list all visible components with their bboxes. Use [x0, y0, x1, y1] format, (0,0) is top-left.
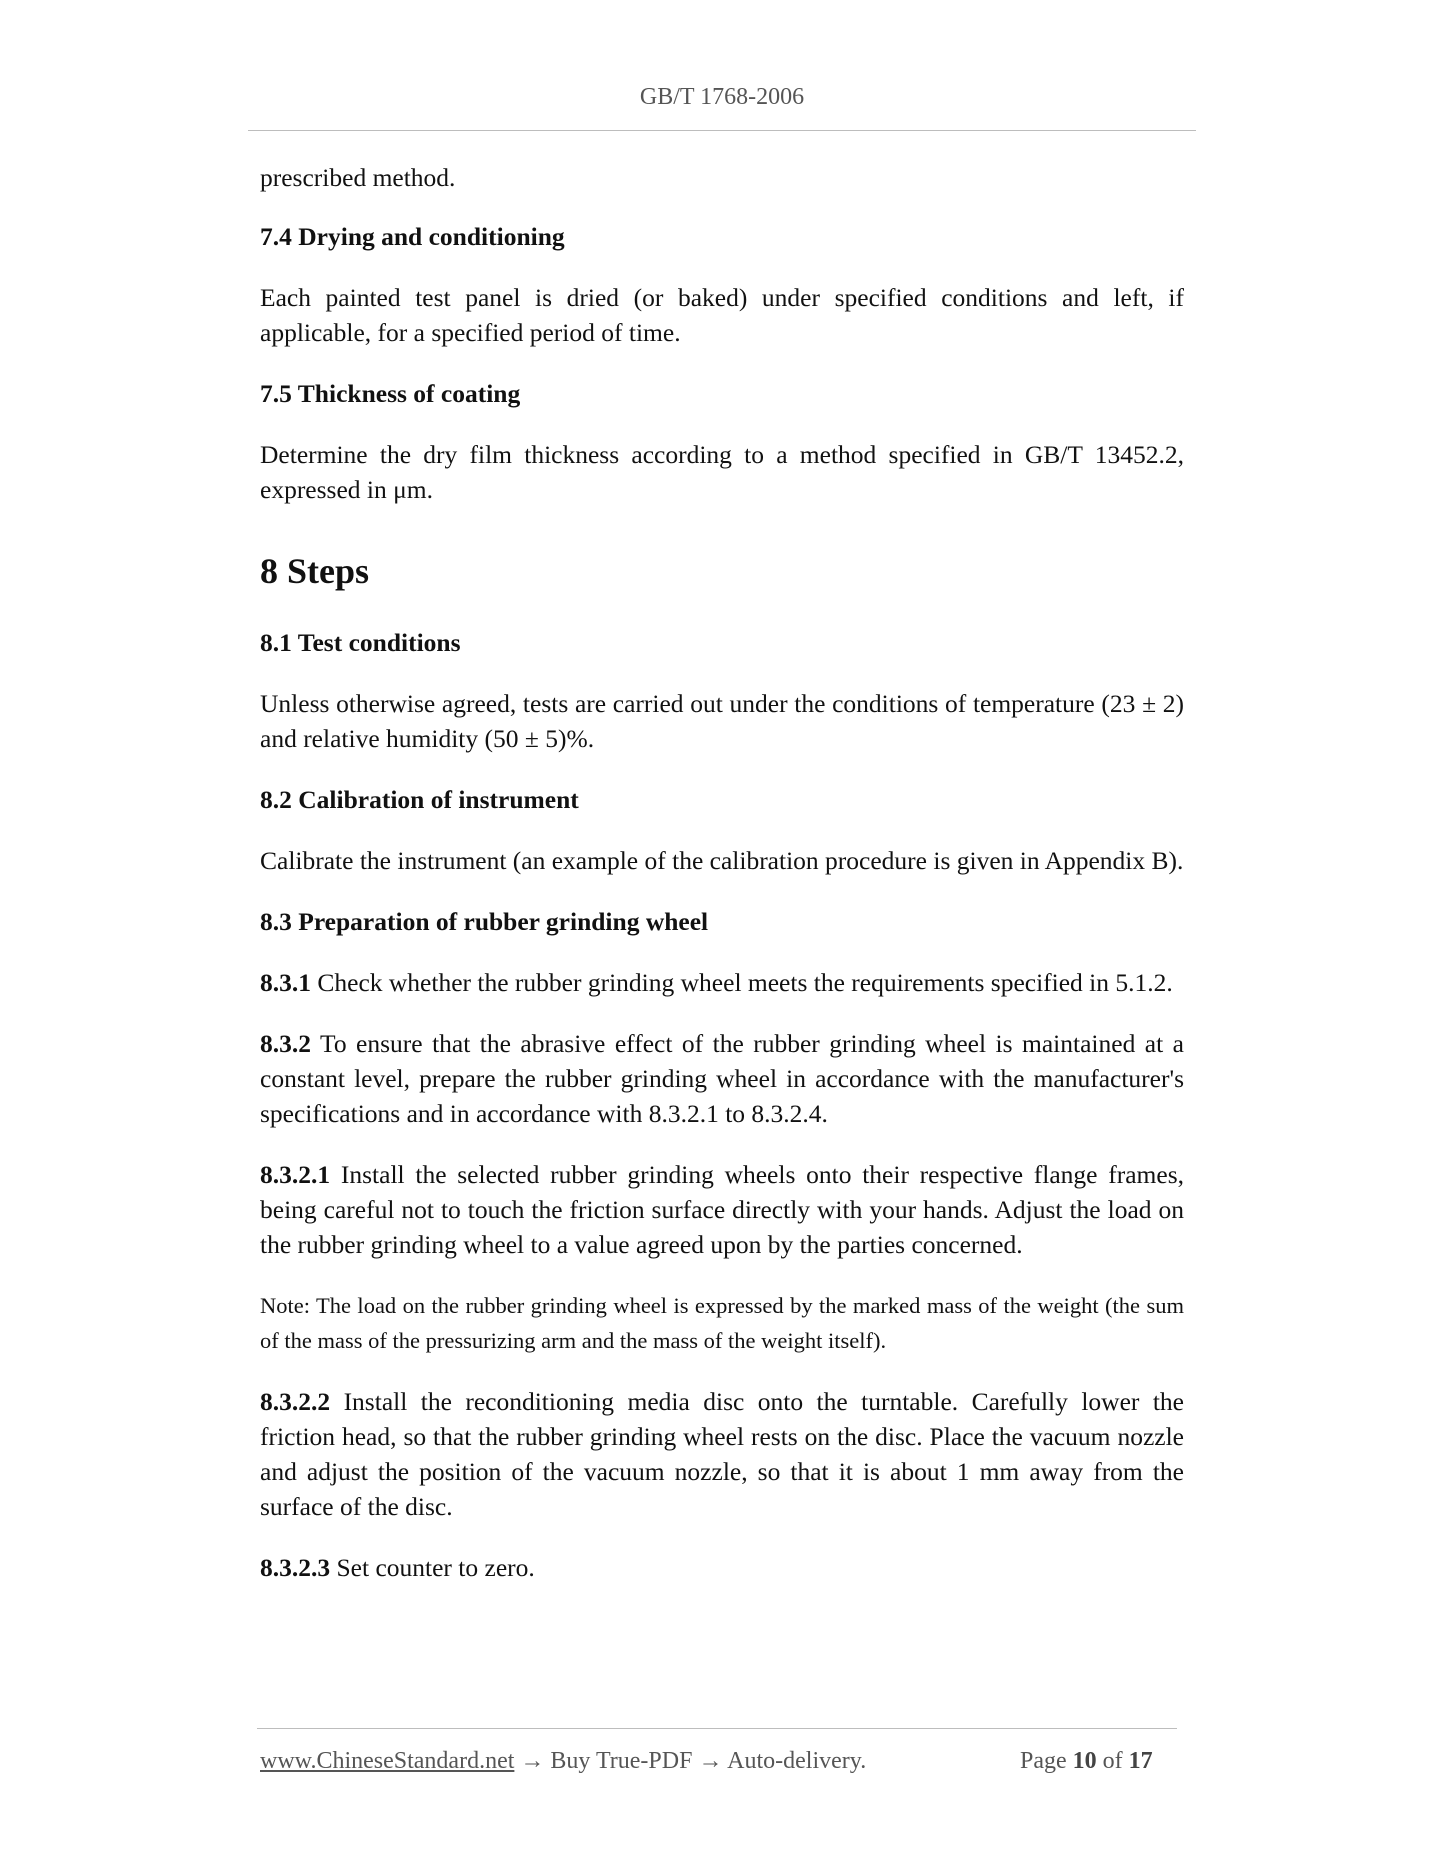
auto-delivery-text: Auto-delivery.: [727, 1748, 867, 1774]
section-8-2-title: 8.2 Calibration of instrument: [260, 785, 579, 814]
clause-8-3-2-1: [260, 1157, 1184, 1262]
page-number: 10: [1072, 1748, 1097, 1774]
footer-divider: [257, 1728, 1177, 1729]
section-7-5-title: 7.5 Thickness of coating: [260, 379, 521, 408]
clause-number: 8.3.2: [260, 1029, 311, 1058]
of-label: of: [1096, 1748, 1129, 1774]
paragraph-prescribed: prescribed method.: [260, 163, 456, 192]
document-body: [260, 160, 1184, 1611]
section-7-5-text: Determine the dry film thickness according to a method specified in GB/T 13452.2, expressed in μm.: [260, 440, 1184, 504]
section-8-1-title: 8.1 Test conditions: [260, 628, 461, 657]
clause-text: Install the selected rubber grinding wheels onto their respective flange frames, being careful not to touch the friction surface directly with your hands. Adjust the load on the rubber grinding wheel to a value agreed upon by the parties concerned.: [260, 1160, 1184, 1259]
clause-text: To ensure that the abrasive effect of the rubber grinding wheel is maintained at a constant level, prepare the rubber grinding wheel in accordance with the manufacturer's specifications and in accordance with 8.3.2.1 to 8.3.2.4.: [260, 1029, 1184, 1128]
clause-8-3-2-3: [260, 1550, 1184, 1585]
section-8-title: 8 Steps: [260, 551, 370, 591]
section-7-4-title: 7.4 Drying and conditioning: [260, 222, 565, 251]
section-7-4-text: Each painted test panel is dried (or baked) under specified conditions and left, if applicable, for a specified period of time.: [260, 283, 1184, 347]
section-8-2-text: Calibrate the instrument (an example of the calibration procedure is given in Appendix B).: [260, 846, 1184, 875]
buy-true-pdf-text: Buy True-PDF: [550, 1748, 693, 1774]
clause-number: 8.3.2.3: [260, 1553, 331, 1582]
clause-number: 8.3.2.2: [260, 1387, 331, 1416]
page-header: GB/T 1768-2006: [639, 84, 805, 110]
section-8-3-title: 8.3 Preparation of rubber grinding wheel: [260, 907, 709, 936]
clause-number: 8.3.2.1: [260, 1160, 331, 1189]
page-total: 17: [1128, 1748, 1153, 1774]
clause-text: Check whether the rubber grinding wheel meets the requirements specified in 5.1.2.: [311, 968, 1173, 997]
page-counter: [1020, 1748, 1153, 1775]
clause-number: 8.3.1: [260, 968, 311, 997]
section-8-1-text: Unless otherwise agreed, tests are carried out under the conditions of temperature (23 ± 2) and relative humidity (50 ± 5)%.: [260, 689, 1184, 753]
page-label: Page: [1020, 1748, 1073, 1774]
header-divider: [248, 130, 1196, 131]
clause-8-3-2-2: [260, 1384, 1184, 1524]
note-paragraph: Note: The load on the rubber grinding wheel is expressed by the marked mass of the weight (the sum of the mass of the pressurizing arm and the mass of the weight itself).: [260, 1293, 1184, 1353]
clause-8-3-2: [260, 1026, 1184, 1131]
website-link[interactable]: www.ChineseStandard.net: [260, 1748, 515, 1774]
footer-links: [260, 1748, 866, 1775]
clause-text: Install the reconditioning media disc onto the turntable. Carefully lower the friction head, so that the rubber grinding wheel rests on the disc. Place the vacuum nozzle and adjust the position of the vacuum nozzle, so that it is about 1 mm away from the surface of the disc.: [260, 1387, 1184, 1521]
clause-8-3-1: [260, 965, 1184, 1000]
clause-text: Set counter to zero.: [330, 1553, 535, 1582]
arrow-right-icon: →: [692, 1748, 728, 1774]
arrow-right-icon: →: [514, 1748, 551, 1774]
